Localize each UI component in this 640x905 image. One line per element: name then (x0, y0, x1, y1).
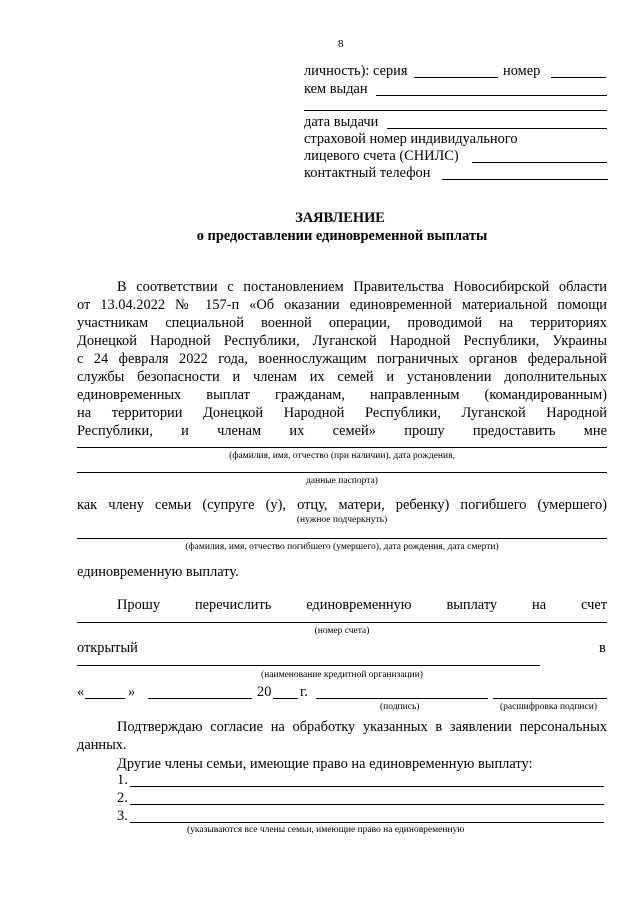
member-number: 2. (117, 790, 128, 806)
signature-decoding-caption: (расшифровка подписи) (500, 702, 597, 712)
one-time-payment-text: единовременную выплату. (77, 564, 239, 580)
paragraph-line: с 24 февраля 2022 года, военнослужащим пограничных органов федеральной (77, 351, 607, 367)
document-title: ЗАЯВЛЕНИЕ (295, 210, 385, 226)
year-field[interactable] (273, 698, 298, 699)
date-open-quote: « (77, 684, 85, 700)
applicant-name-caption: (фамилия, имя, отчество (при наличии), дата рождения, (229, 451, 455, 461)
month-field[interactable] (148, 698, 252, 699)
passport-data-field[interactable] (77, 472, 607, 473)
paragraph-line: службы безопасности и членам их семей и установлении дополнительных (77, 369, 607, 385)
bank-name-field[interactable] (77, 665, 540, 666)
applicant-name-field[interactable] (77, 447, 607, 448)
transfer-request-line: Прошу перечислить единовременную выплату на счет (117, 597, 607, 613)
paragraph-line: на территории Донецкой Народной Республики, Луганской Народной (77, 405, 607, 421)
member-field-2[interactable] (130, 804, 604, 805)
deceased-name-caption: (фамилия, имя, отчество погибшего (умершего), дата рождения, дата смерти) (185, 542, 499, 552)
account-number-field[interactable] (77, 622, 607, 623)
date-close-quote: » (128, 684, 136, 700)
in-label: в (599, 640, 606, 656)
phone-label: контактный телефон (304, 165, 431, 181)
year-suffix: г. (300, 684, 308, 700)
issued-by-field-continued[interactable] (304, 110, 607, 111)
passport-number-field[interactable] (551, 77, 606, 78)
family-members-caption: (указываются все члены семьи, имеющие право на единовременную (187, 825, 465, 835)
account-number-caption: (номер счета) (314, 626, 370, 636)
phone-field[interactable] (442, 179, 608, 180)
day-field[interactable] (85, 698, 125, 699)
snils-field[interactable] (472, 162, 607, 163)
snils-label-line2: лицевого счета (СНИЛС) (304, 148, 459, 164)
signature-field[interactable] (316, 698, 488, 699)
signature-decoding-field[interactable] (493, 698, 607, 699)
bank-name-caption: (наименование кредитной организации) (261, 670, 423, 680)
underline-hint-caption: (нужное подчеркнуть) (296, 515, 388, 525)
paragraph-line: Донецкой Народной Республики, Луганской Народной Республики, Украины (77, 333, 607, 349)
family-relation-line: как члену семьи (супруге (у), отцу, матери, ребенку) погибшего (умершего) (77, 497, 607, 513)
passport-number-label: номер (503, 63, 541, 79)
opened-label: открытый (77, 640, 138, 656)
signature-caption: (подпись) (380, 702, 420, 712)
other-members-label: Другие члены семьи, имеющие право на единовременную выплату: (117, 756, 533, 772)
issued-by-field[interactable] (376, 95, 607, 96)
deceased-name-field[interactable] (77, 538, 607, 539)
document-subtitle: о предоставлении единовременной выплаты (196, 228, 488, 244)
paragraph-line: В соответствии с постановлением Правительства Новосибирской области (117, 279, 607, 295)
paragraph-line: Республики, и членам их семей» прошу предоставить мне (77, 423, 607, 439)
passport-series-field[interactable] (414, 77, 498, 78)
issued-by-label: кем выдан (304, 81, 368, 97)
member-field-3[interactable] (130, 822, 604, 823)
paragraph-line: от 13.04.2022 № 157-п «Об оказании единовременной материальной помощи (77, 297, 607, 313)
snils-label-line1: страховой номер индивидуального (304, 131, 518, 147)
issue-date-field[interactable] (387, 128, 607, 129)
member-field-1[interactable] (130, 786, 604, 787)
year-prefix: 20 (257, 684, 272, 700)
passport-series-label: личность): серия (304, 63, 408, 79)
passport-data-caption: данные паспорта) (306, 476, 378, 486)
issue-date-label: дата выдачи (304, 114, 379, 130)
page-number: 8 (338, 38, 344, 50)
paragraph-line: единовременных выплат гражданам, направленным (командированным) (77, 387, 607, 403)
consent-text: Подтверждаю согласие на обработку указанных в заявлении персональных данных. (77, 719, 607, 753)
paragraph-line: участникам специальной военной операции, проводимой на территориях (77, 315, 607, 331)
member-number: 3. (117, 808, 128, 824)
member-number: 1. (117, 772, 128, 788)
